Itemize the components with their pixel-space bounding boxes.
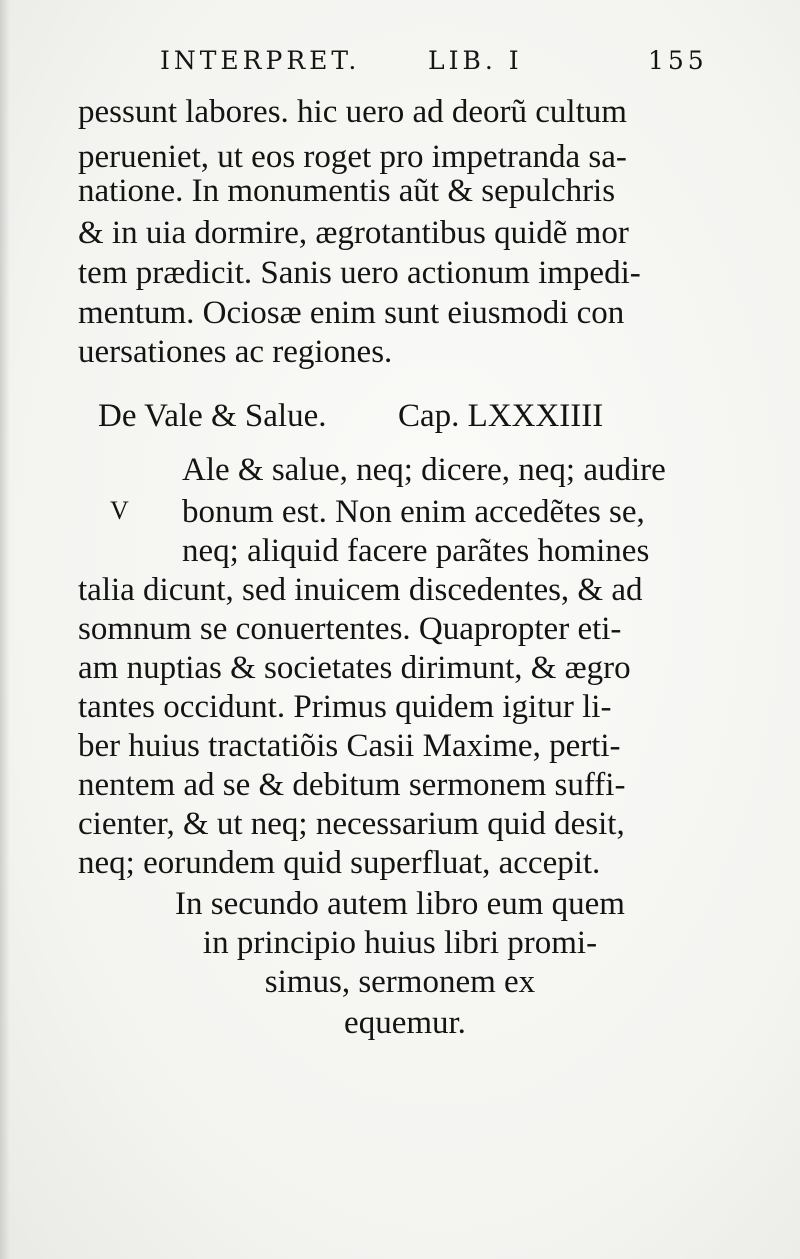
text-line: neq; aliquid facere parãtes homines: [182, 533, 650, 569]
text-line: mentum. Ociosæ enim sunt eiusmodi con: [78, 295, 625, 331]
text-line: bonum est. Non enim accedẽtes se,: [182, 494, 645, 530]
text-line: Ale & salue, neq; dicere, neq; audire: [182, 452, 666, 488]
text-line: talia dicunt, sed inuicem discedentes, & ad: [78, 572, 643, 608]
running-head: [160, 46, 720, 82]
text-line: neq; eorundem quid superfluat, accepit.: [78, 845, 601, 881]
text-line: tantes occidunt. Primus quidem igitur li-: [78, 689, 612, 725]
text-line: somnum se conuertentes. Quapropter eti-: [78, 611, 622, 647]
closing-line: equemur.: [344, 1005, 466, 1041]
chapter-number: Cap. LXXXIIII: [398, 398, 604, 434]
closing-line: simus, sermonem ex: [264, 964, 536, 1000]
text-line: am nuptias & societates dirimunt, & ægro: [78, 650, 631, 686]
running-head-title: INTERPRET.: [160, 46, 361, 75]
text-line: tem prædicit. Sanis uero actionum impedi-: [78, 255, 641, 291]
initial-letter: V: [110, 496, 129, 525]
chapter-heading: [98, 398, 718, 442]
text-line: natione. In monumentis aũt & sepulchris: [78, 173, 616, 209]
text-line: uersationes ac regiones.: [78, 334, 393, 370]
text-line: pessunt labores. hic uero ad deorũ cultum: [78, 94, 627, 130]
running-head-book: LIB. I: [428, 46, 523, 75]
text-line: & in uia dormire, ægrotantibus quidẽ mor: [78, 215, 629, 251]
closing-line: in principio huius libri promi-: [202, 925, 598, 961]
chapter-title: De Vale & Salue.: [98, 398, 327, 434]
text-line: nentem ad se & debitum sermonem suffi-: [78, 767, 626, 803]
text-line: cienter, & ut neq; necessarium quid desit,: [78, 806, 625, 842]
text-line: perueniet, ut eos roget pro impetranda sa-: [78, 139, 627, 175]
closing-line: In secundo autem libro eum quem: [175, 886, 625, 922]
page-number: 155: [648, 46, 708, 75]
text-line: ber huius tractatiõis Casii Maxime, perti-: [78, 728, 621, 764]
page-edge-shadow: [0, 0, 10, 1259]
